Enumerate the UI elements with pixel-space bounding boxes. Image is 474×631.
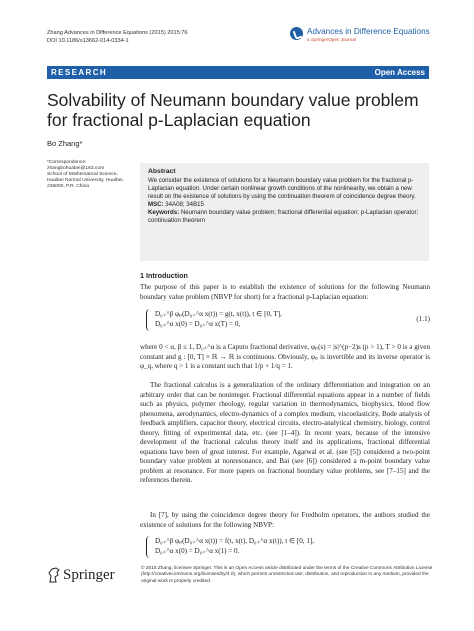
journal-brand-name: Advances in Difference Equations — [307, 27, 430, 36]
keywords-row — [148, 209, 421, 225]
page-footer — [47, 565, 437, 605]
equation-number[interactable]: (1.1) — [416, 315, 430, 323]
journal-logo-icon — [290, 27, 303, 40]
intro-paragraph-2: where 0 < α, β ≤ 1, D₀₊^α is a Caputo fractional derivative, φₚ(s) = |s|^(p−2)s (p > 1), T > 0 is a given constant and g : [0, T] × ℝ → ℝ is continuous. Obviously, φₚ is invertible and its inverse operator is φ_q, where q > 1 is a constant such that 1/p + 1/q = 1. — [140, 343, 430, 370]
equation-line: D₀₊^α x(0) = D₀₊^α x(1) = 0. — [155, 547, 240, 555]
intro-paragraph-4: In [7], by using the coincidence degree theory for Fredholm operators, the authors studied the existence of solutions for the following NBVP: — [140, 511, 430, 529]
journal-brand-sub: a SpringerOpen Journal — [307, 37, 356, 42]
correspondence-affiliation: Huaibei Normal University, Huaibei, — [47, 178, 124, 183]
journal-header — [47, 29, 187, 45]
msc-codes: 34A08; 34B15 — [165, 201, 204, 209]
springer-logo: Springer — [63, 567, 115, 583]
equation-brace — [146, 536, 150, 558]
correspondence-email[interactable]: zhangbohuabei@163.com — [47, 166, 105, 171]
equation-lines — [155, 309, 282, 329]
correspondence-affiliation: School of Mathematical Science, — [47, 172, 118, 177]
abstract-heading: Abstract — [148, 168, 176, 175]
equation-lines — [155, 536, 314, 556]
equation-line: D₀₊^α x(0) = D₀₊^α x(T) = 0, — [155, 320, 241, 328]
article-type-band — [47, 66, 429, 79]
section-heading-introduction: 1 Introduction — [140, 271, 188, 280]
intro-paragraph-3: The fractional calculus is a generalization of the ordinary differentiation and integration on an arbitrary order that can be noninteger. Fractional differential equations appear in a number of fields such as physics, polymer rheology, regular variation in thermodynamics, biophysics, blood flow phenomena, aerodynamics, electro-dynamics of a complex medium, viscoelasticity, Bode analysis of feedback amplifiers, capacitor theory, electrical circuits, electro-analytical chemistry, biology, control theory, fitting of experimental data, etc. (see [1–4]). In recent years, because of the intensive development of the fractional calculus theory itself and its applications, fractional differential equations have been of great interest. For example, Agarwal et al. (see [5]) considered a two-point boundary value problem at nonresonance, and Bai (see [6]) considered a m-point boundary value problem at resonance. For more papers on fractional boundary value problems, see [7–15] and the references therein. — [140, 381, 430, 484]
equation-line: D₀₊^β φₚ(D₀₊^α x(t)) = g(t, x(t)), t ∈ [0, T], — [155, 310, 282, 318]
correspondence-block — [47, 160, 135, 190]
correspondence-label: *Correspondence: — [47, 160, 87, 165]
article-title: Solvability of Neumann boundary value problem for fractional p-Laplacian equation — [47, 90, 419, 130]
keywords-text: Neumann boundary value problem; fractional differential equation; p-Laplacian operator; continuation theorem — [148, 209, 419, 225]
springer-horse-icon — [47, 567, 61, 583]
journal-brand[interactable] — [290, 25, 430, 51]
equation-2 — [146, 536, 430, 558]
license-text: © 2015 Zhang; licensee Springer. This is an Open Access article distributed under the terms of the Creative Commons Attribution License (http://creativecommons.org/licenses/by/4.0), which permits unrestricted use, distribution, and reproduction in any medium, provided the original work is properly credited. — [141, 566, 433, 584]
msc-label: MSC: — [148, 201, 164, 209]
abstract-text: We consider the existence of solutions for a Neumann boundary value problem for the fractional p-Laplacian equation. Under certain nonlinear growth conditions of the nonlinearity, we obtain a new result on the existence of solutions by using the continuation theorem of coincidence degree theory. — [148, 177, 416, 201]
msc-row — [148, 201, 421, 209]
intro-paragraph-1: The purpose of this paper is to establish the existence of solutions for the following Neumann boundary value problem (NBVP for short) for a fractional p-Laplacian equation: — [140, 283, 430, 301]
journal-citation: Zhang Advances in Difference Equations (2015) 2015:76 — [47, 30, 188, 36]
equation-1-1 — [146, 309, 430, 331]
correspondence-affiliation: 235000, P.R. China — [47, 184, 90, 189]
equation-brace — [146, 309, 150, 331]
author-name[interactable]: Bo Zhang* — [47, 139, 83, 148]
abstract-box — [140, 163, 429, 261]
doi-link[interactable]: DOI 10.1186/s13662-014-0334-1 — [47, 38, 129, 44]
equation-line: D₀₊^β φₚ(D₀₊^α x(t)) = f(t, x(t), D₀₊^α x(t)), t ∈ [0, 1], — [155, 537, 315, 545]
article-type-label: RESEARCH — [51, 67, 108, 77]
open-access-label: Open Access — [374, 67, 425, 77]
keywords-label: Keywords: — [148, 209, 180, 217]
